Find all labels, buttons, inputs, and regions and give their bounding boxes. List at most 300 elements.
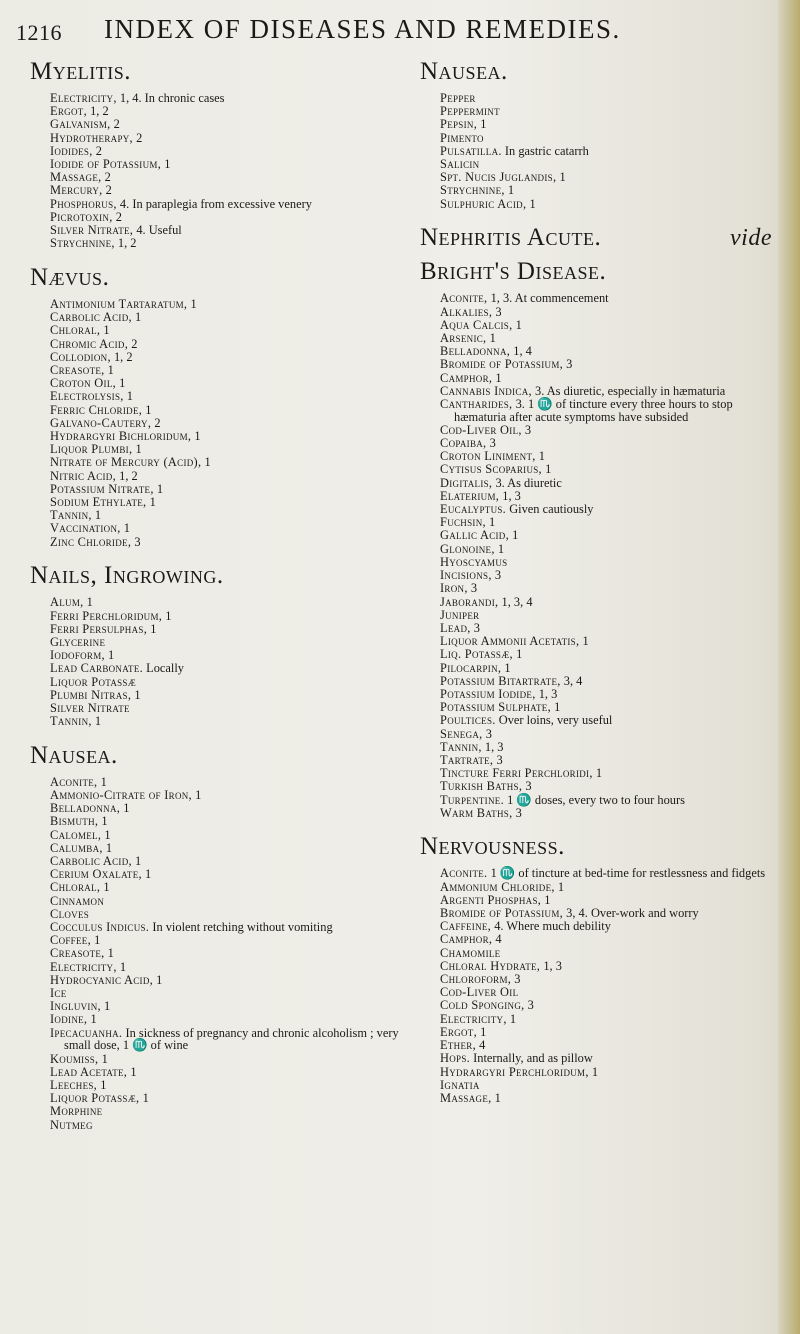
remedy-entry: [440, 543, 780, 556]
remedy-name: Senega,: [440, 726, 483, 741]
remedy-name: Potassium Iodide,: [440, 686, 536, 701]
remedy-note: 1: [119, 376, 126, 391]
remedy-note: 1: [104, 827, 111, 842]
section-heading: [30, 264, 420, 292]
remedy-name: Cantharides,: [440, 396, 513, 411]
page-edge: [778, 0, 800, 1334]
section-title: Nephritis Acute.: [420, 224, 602, 252]
remedy-note: 3: [515, 805, 522, 820]
remedy-entry: [50, 377, 420, 390]
section-nausea: [30, 742, 420, 1131]
remedy-name: Caffeine,: [440, 919, 492, 934]
remedy-name: Tannin,: [50, 508, 92, 523]
remedy-note: 1: [480, 1024, 487, 1039]
remedy-name: Tincture Ferri Perchloridi,: [440, 766, 593, 781]
remedy-name: Ether,: [440, 1038, 476, 1053]
remedy-entry: [50, 443, 420, 456]
remedy-name: Alkalies,: [440, 304, 493, 319]
remedy-name: Juniper: [440, 607, 480, 622]
remedy-name: Liquor Plumbi,: [50, 442, 133, 457]
remedy-name: Bromide of Potassium,: [440, 357, 564, 372]
remedy-note: 1: [165, 608, 172, 623]
remedy-name: Chloral,: [50, 880, 101, 895]
remedy-name: Strychnine,: [440, 183, 505, 198]
remedy-entry: [50, 224, 420, 237]
remedy-name: Belladonna,: [50, 801, 121, 816]
remedy-entry: [440, 1052, 780, 1065]
remedy-name: Zinc Chloride,: [50, 534, 132, 549]
remedy-entry: [440, 807, 780, 820]
page-number: 1216: [16, 20, 62, 45]
remedy-entry: [440, 596, 780, 609]
remedy-entry: [50, 921, 420, 934]
remedy-name: Aqua Calcis,: [440, 317, 513, 332]
remedy-entry: [440, 675, 780, 688]
remedy-name: Bromide of Potassium,: [440, 906, 564, 921]
remedy-name: Iodoform,: [50, 648, 105, 663]
remedy-entry: [50, 456, 420, 469]
remedy-entry: [50, 1105, 420, 1118]
remedy-note: 3. 1 ♏ of tincture every three hours to stop hæmaturia after acute symptoms have subsided: [454, 396, 733, 424]
remedy-entry: [50, 947, 420, 960]
remedy-note: 1, 2: [90, 104, 109, 119]
remedy-entry: [440, 582, 780, 595]
remedy-note: 1: [135, 442, 142, 457]
remedy-entry: [50, 715, 420, 728]
remedy-note: 1: [103, 323, 110, 338]
remedy-note: In sickness of pregnancy and chronic alcoholism ; very small dose, 1 ♏ of wine: [64, 1025, 399, 1053]
remedy-entry: [440, 118, 780, 131]
remedy-entry: [440, 385, 780, 398]
remedy-name: Incisions,: [440, 568, 492, 583]
remedy-entry: [440, 688, 780, 701]
remedy-entry: [50, 649, 420, 662]
remedy-entry: [50, 662, 420, 675]
remedy-note: 1: [123, 801, 130, 816]
remedy-note: 3: [527, 998, 534, 1013]
remedy-entry: [440, 648, 780, 661]
remedy-name: Belladonna,: [440, 344, 511, 359]
remedy-entry: [50, 338, 420, 351]
remedy-entry: [50, 802, 420, 815]
remedy-note: 4. Where much debility: [494, 919, 611, 934]
remedy-name: Aconite.: [440, 866, 488, 881]
remedy-entry: [440, 881, 780, 894]
section-nails-ingrowing: [30, 562, 420, 728]
remedy-note: 1: [104, 999, 111, 1014]
remedy-note: 1: [108, 648, 115, 663]
remedy-entry: [50, 974, 420, 987]
remedy-entry: [440, 867, 780, 880]
remedy-note: 1 ♏ of tincture at bed-time for restlessness and fidgets: [490, 866, 766, 881]
remedy-entry: [440, 933, 780, 946]
section-nephritis-acute: [420, 224, 780, 819]
remedy-note: 1: [134, 687, 141, 702]
remedy-name: Pimento: [440, 130, 484, 145]
remedy-entry: [440, 450, 780, 463]
remedy-entry: [50, 237, 420, 250]
remedy-note: 1: [480, 117, 487, 132]
remedy-name: Hops.: [440, 1051, 471, 1066]
remedy-note: Over loins, very useful: [498, 713, 613, 728]
remedy-name: Turpentine.: [440, 792, 504, 807]
remedy-name: Hydrargyri Bichloridum,: [50, 428, 192, 443]
remedy-note: 1, 4: [513, 344, 532, 359]
remedy-name: Iodine,: [50, 1012, 88, 1027]
remedy-entry: [50, 496, 420, 509]
remedy-note: 3: [473, 620, 480, 635]
remedy-note: Internally, and as pillow: [473, 1051, 593, 1066]
remedy-name: Turkish Baths,: [440, 779, 523, 794]
remedy-name: Sulphuric Acid,: [440, 196, 527, 211]
remedy-name: Cannabis Indica,: [440, 383, 532, 398]
remedy-entry: [440, 1039, 780, 1052]
remedy-name: Morphine: [50, 1104, 103, 1119]
remedy-entry: [50, 961, 420, 974]
remedy-entry: [50, 483, 420, 496]
remedy-name: Massage,: [440, 1090, 492, 1105]
remedy-entry: [440, 490, 780, 503]
section-title: Nervousness.: [420, 833, 565, 861]
remedy-note: 1 ♏ doses, every two to four hours: [507, 792, 685, 807]
remedy-note: 1, 3. At commencement: [490, 291, 609, 306]
remedy-note: 1: [516, 647, 523, 662]
remedy-entry: [50, 198, 420, 211]
remedy-name: Warm Baths,: [440, 805, 513, 820]
remedy-entry: [440, 960, 780, 973]
remedy-entry: [50, 1119, 420, 1132]
remedy-note: 4: [479, 1038, 486, 1053]
remedy-entry: [440, 701, 780, 714]
remedy-entry: [50, 536, 420, 549]
remedy-note: 1: [135, 310, 142, 325]
remedy-entry: [440, 920, 780, 933]
remedy-name: Cerium Oxalate,: [50, 867, 142, 882]
remedy-name: Digitalis,: [440, 475, 493, 490]
remedy-name: Ferri Persulphas,: [50, 621, 148, 636]
remedy-entry: [50, 776, 420, 789]
remedy-name: Ice: [50, 986, 67, 1001]
remedy-note: Given cautiously: [509, 502, 594, 517]
remedy-entry: [440, 463, 780, 476]
remedy-entry: [50, 158, 420, 171]
remedy-entry: [50, 1092, 420, 1105]
remedy-entry: [440, 1013, 780, 1026]
remedy-name: Croton Oil,: [50, 376, 117, 391]
section-heading: [30, 58, 420, 86]
remedy-name: Liquor Potassæ,: [50, 1091, 140, 1106]
remedy-name: Gallic Acid,: [440, 528, 510, 543]
remedy-name: Strychnine,: [50, 236, 115, 251]
remedy-name: Coffee,: [50, 933, 91, 948]
remedy-note: 3: [495, 304, 502, 319]
remedy-name: Hydrotherapy,: [50, 130, 133, 145]
remedy-entry: [50, 311, 420, 324]
remedy-note: 3, 4: [563, 673, 583, 688]
section-heading: [420, 224, 780, 252]
remedy-name: Chloral,: [50, 323, 101, 338]
remedy-note: 1, 2: [113, 349, 133, 364]
remedy-note: 1: [204, 455, 211, 470]
remedy-entry: [50, 1066, 420, 1079]
remedy-entry: [440, 728, 780, 741]
remedy-name: Tannin,: [50, 714, 92, 729]
remedy-note: 1: [90, 1012, 97, 1027]
remedy-name: Potassium Nitrate,: [50, 481, 154, 496]
remedy-name: Liq. Potassæ,: [440, 647, 513, 662]
remedy-note: 1: [119, 959, 127, 974]
remedy-name: Nutmeg: [50, 1117, 93, 1132]
remedy-entry: [50, 118, 420, 131]
remedy-entry: [50, 895, 420, 908]
remedy-entry: [50, 404, 420, 417]
remedy-entry: [440, 105, 780, 118]
remedy-name: Ferric Chloride,: [50, 402, 143, 417]
remedy-entry: [440, 780, 780, 793]
remedy-entry: [50, 105, 420, 118]
remedy-name: Eucalyptus.: [440, 502, 507, 517]
remedy-entry: [440, 907, 780, 920]
remedy-entry: [50, 1053, 420, 1066]
remedy-entry: [440, 319, 780, 332]
remedy-note: 1: [495, 370, 502, 385]
remedy-note: 1, 4. In chronic cases: [119, 91, 225, 105]
remedy-entry: [50, 364, 420, 377]
remedy-entry: [440, 1026, 780, 1039]
section-naevus: [30, 264, 420, 548]
remedy-note: 1, 3, 4: [501, 594, 533, 609]
remedy-name: Hyoscyamus: [440, 554, 508, 569]
remedy-name: Pulsatilla.: [440, 143, 502, 158]
remedy-note: 1: [94, 508, 102, 523]
remedy-name: Lead,: [440, 620, 471, 635]
remedy-entry: [50, 1027, 420, 1052]
remedy-name: Ergot,: [440, 1024, 477, 1039]
remedy-name: Salicin: [440, 157, 480, 172]
remedy-note: 1: [190, 296, 197, 311]
remedy-entry: [440, 947, 780, 960]
remedy-note: 1: [591, 1064, 599, 1079]
remedy-note: 2: [154, 415, 161, 430]
remedy-note: 2: [105, 183, 112, 198]
remedy-note: 2: [131, 336, 138, 351]
remedy-entry: [440, 198, 780, 211]
remedy-name: Cloves: [50, 906, 90, 921]
remedy-entry: [440, 184, 780, 197]
remedy-note: 1: [164, 157, 171, 172]
remedy-note: 3: [525, 779, 532, 794]
remedy-note: In gastric catarrh: [504, 143, 589, 158]
remedy-name: Electricity,: [50, 91, 117, 105]
remedy-entry: [440, 556, 780, 569]
remedy-name: Potassium Bitartrate,: [440, 673, 561, 688]
remedy-entry: [440, 398, 780, 423]
remedy-entry: [50, 430, 420, 443]
remedy-entry: [50, 470, 420, 483]
remedy-entry: [50, 908, 420, 921]
remedy-note: 1: [94, 933, 101, 948]
remedy-note: 2: [95, 143, 102, 158]
remedy-entry: [50, 815, 420, 828]
remedy-name: Sodium Ethylate,: [50, 494, 147, 509]
remedy-note: 1: [489, 330, 496, 345]
remedy-note: 1: [126, 389, 133, 404]
remedy-name: Cinnamon: [50, 893, 105, 908]
remedy-entry: [50, 987, 420, 1000]
remedy-note: 4. In paraplegia from excessive venery: [119, 196, 312, 211]
remedy-entry: [440, 622, 780, 635]
remedy-name: Massage,: [50, 170, 102, 185]
remedy-name: Leeches,: [50, 1078, 98, 1092]
section-heading: [30, 742, 420, 770]
remedy-note: 1: [142, 1091, 149, 1106]
remedy-entry: [50, 868, 420, 881]
section-myelitis: [30, 58, 420, 250]
remedy-note: 1: [595, 766, 603, 781]
remedy-note: 1: [103, 880, 110, 895]
remedy-name: Pepsin,: [440, 117, 478, 132]
section-nervousness: [420, 833, 780, 1104]
remedy-name: Plumbi Nitras,: [50, 687, 132, 702]
remedy-note: 3. As diuretic: [495, 475, 562, 490]
remedy-name: Tartrate,: [440, 752, 494, 767]
remedy-name: Hydrargyri Perchloridum,: [440, 1064, 589, 1079]
remedy-entry: [440, 477, 780, 490]
remedy-entry: [440, 332, 780, 345]
remedy-entry: [50, 211, 420, 224]
remedy-note: 1, 3: [502, 488, 521, 503]
remedy-entry: [50, 829, 420, 842]
remedy-note: 3, 4. Over-work and worry: [566, 906, 699, 921]
remedy-note: 4: [495, 932, 502, 947]
remedy-name: Silver Nitrate,: [50, 223, 134, 238]
remedy-entry: [50, 623, 420, 636]
remedy-entry: [440, 1092, 780, 1105]
remedy-note: 1: [123, 521, 130, 536]
remedy-entry: [50, 171, 420, 184]
remedy-name: Phosphorus,: [50, 196, 117, 211]
remedy-name: Potassium Sulphate,: [440, 700, 551, 715]
remedy-entry: [440, 437, 780, 450]
remedy-name: Alum,: [50, 595, 84, 610]
remedy-entry: [50, 298, 420, 311]
remedy-entry: [440, 132, 780, 145]
remedy-name: Ipecacuanha.: [50, 1025, 123, 1040]
remedy-name: Silver Nitrate: [50, 700, 130, 715]
section-subtitle: Bright's Disease.: [420, 258, 607, 286]
remedy-entry: [440, 345, 780, 358]
remedy-name: Fuchsin,: [440, 515, 486, 530]
remedy-entry: [50, 417, 420, 430]
section-title: Myelitis.: [30, 58, 131, 85]
remedy-note: 1: [145, 867, 152, 882]
remedy-entry: [440, 741, 780, 754]
remedy-note: 1: [544, 892, 551, 907]
remedy-note: 3: [494, 568, 502, 583]
remedy-name: Bismuth,: [50, 814, 99, 829]
remedy-entry: [50, 1079, 420, 1092]
remedy-name: Aconite,: [50, 774, 98, 789]
remedy-name: Mercury,: [50, 183, 103, 198]
remedy-name: Chloral Hydrate,: [440, 958, 541, 973]
remedy-note: 1: [557, 879, 565, 894]
remedy-name: Pilocarpin,: [440, 660, 502, 675]
section-title: Nævus.: [30, 263, 110, 291]
remedy-name: Creasote,: [50, 946, 105, 961]
remedy-note: 1: [149, 494, 156, 509]
left-column: [30, 58, 420, 1145]
remedy-entry: [440, 292, 780, 305]
remedy-entry: [50, 92, 420, 105]
remedy-name: Electricity,: [440, 1011, 507, 1026]
remedy-note: 3: [496, 752, 503, 767]
remedy-note: 1: [538, 449, 545, 464]
remedy-entry: [440, 529, 780, 542]
remedy-name: Aconite,: [440, 291, 488, 306]
remedy-entry: [50, 881, 420, 894]
remedy-name: Ferri Perchloridum,: [50, 608, 163, 623]
remedy-entry: [50, 596, 420, 609]
remedy-entry: [440, 714, 780, 727]
remedy-entry: [440, 516, 780, 529]
remedy-note: 1: [559, 170, 566, 185]
remedy-name: Glycerine: [50, 634, 106, 649]
remedy-note: 1: [497, 541, 505, 556]
remedy-name: Iodide of Potassium,: [50, 157, 162, 172]
remedy-name: Chamomile: [440, 945, 501, 960]
remedy-entry: [440, 372, 780, 385]
remedy-name: Cod-Liver Oil,: [440, 422, 522, 437]
remedy-name: Liquor Ammonii Acetatis,: [440, 634, 580, 649]
remedy-entry: [50, 610, 420, 623]
remedy-note: 1, 3: [538, 686, 558, 701]
remedy-name: Calumba,: [50, 840, 103, 855]
remedy-name: Koumiss,: [50, 1051, 99, 1066]
remedy-name: Collodion,: [50, 349, 111, 364]
remedy-note: 1: [489, 515, 496, 530]
remedy-name: Nitric Acid,: [50, 468, 117, 483]
remedy-name: Arsenic,: [440, 330, 487, 345]
remedy-note: 3: [514, 972, 521, 987]
remedy-name: Creasote,: [50, 362, 105, 377]
remedy-name: Ammonium Chloride,: [440, 879, 555, 894]
remedy-entry: [50, 842, 420, 855]
remedy-name: Carbolic Acid,: [50, 310, 132, 325]
remedy-name: Cod-Liver Oil: [440, 985, 519, 1000]
remedy-entry: [440, 306, 780, 319]
remedy-name: Vaccination,: [50, 521, 121, 536]
remedy-entry: [440, 92, 780, 105]
remedy-entry: [440, 171, 780, 184]
remedy-note: 2: [136, 130, 143, 145]
remedy-entry: [50, 184, 420, 197]
remedy-entry: [440, 424, 780, 437]
vide-reference: vide: [730, 225, 772, 252]
remedy-note: 3: [524, 422, 532, 437]
remedy-entry: [50, 789, 420, 802]
remedy-note: 1: [195, 788, 202, 803]
remedy-note: 1: [107, 362, 114, 377]
remedy-note: 1: [504, 660, 511, 675]
remedy-note: 3: [134, 534, 141, 549]
section-heading: [30, 562, 420, 590]
remedy-note: 1, 2: [119, 468, 138, 483]
running-title: INDEX OF DISEASES AND REMEDIES.: [104, 14, 621, 44]
right-column: [420, 58, 780, 1119]
remedy-entry: [440, 1079, 780, 1092]
remedy-name: Iron,: [440, 581, 468, 596]
remedy-name: Cold Sponging,: [440, 998, 525, 1013]
